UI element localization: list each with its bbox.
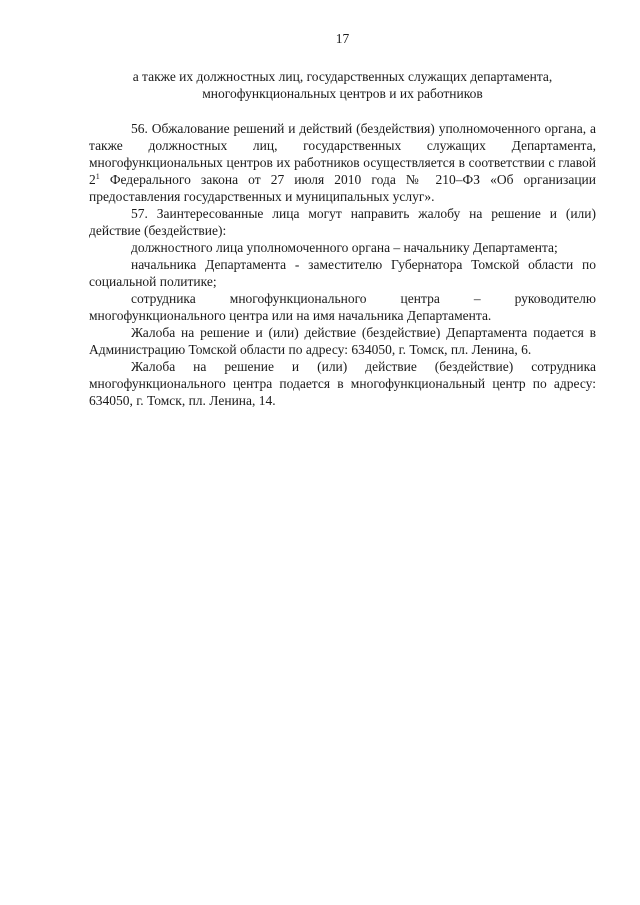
complaint-target-2: начальника Департамента - заместителю Губернатора Томской области по социальной политике;	[89, 257, 596, 289]
document-page	[89, 30, 596, 409]
paragraph-56	[89, 120, 596, 205]
paragraph-56-text: 56. Обжалование решений и действий (бездействия) уполномоченного органа, а также должностных лиц, государственных служащих Департамента, многофункциональных центров их работников осуществляется в соответствии с главой 2	[89, 121, 596, 187]
complaint-address-department: Жалоба на решение и (или) действие (бездействие) Департамента подается в Администрацию Томской области по адресу: 634050, г. Томск, пл. Ленина, 6.	[89, 325, 596, 357]
paragraph-56-text-cont: Федерального закона от 27 июля 2010 года № 210–ФЗ «Об организации предоставления государственных и муниципальных услуг».	[89, 172, 596, 204]
complaint-target-1: должностного лица уполномоченного органа – начальнику Департамента;	[131, 240, 558, 255]
complaint-target-3: сотрудника многофункционального центра – руководителю многофункционального центра или на имя начальника Департамента.	[89, 291, 596, 323]
paragraph-57: 57. Заинтересованные лица могут направить жалобу на решение и (или) действие (бездействие):	[89, 206, 596, 238]
section-heading	[89, 68, 596, 102]
chapter-superscript: 1	[95, 172, 100, 181]
section-heading-line-2: многофункциональных центров и их работников	[202, 86, 483, 101]
page-number: 17	[335, 31, 350, 46]
section-heading-line-1: а также их должностных лиц, государственных служащих департамента,	[132, 69, 553, 84]
complaint-address-mfc: Жалоба на решение и (или) действие (бездействие) сотрудника многофункционального центра подается в многофункциональный центр по адресу: 634050, г. Томск, пл. Ленина, 14.	[89, 359, 596, 408]
